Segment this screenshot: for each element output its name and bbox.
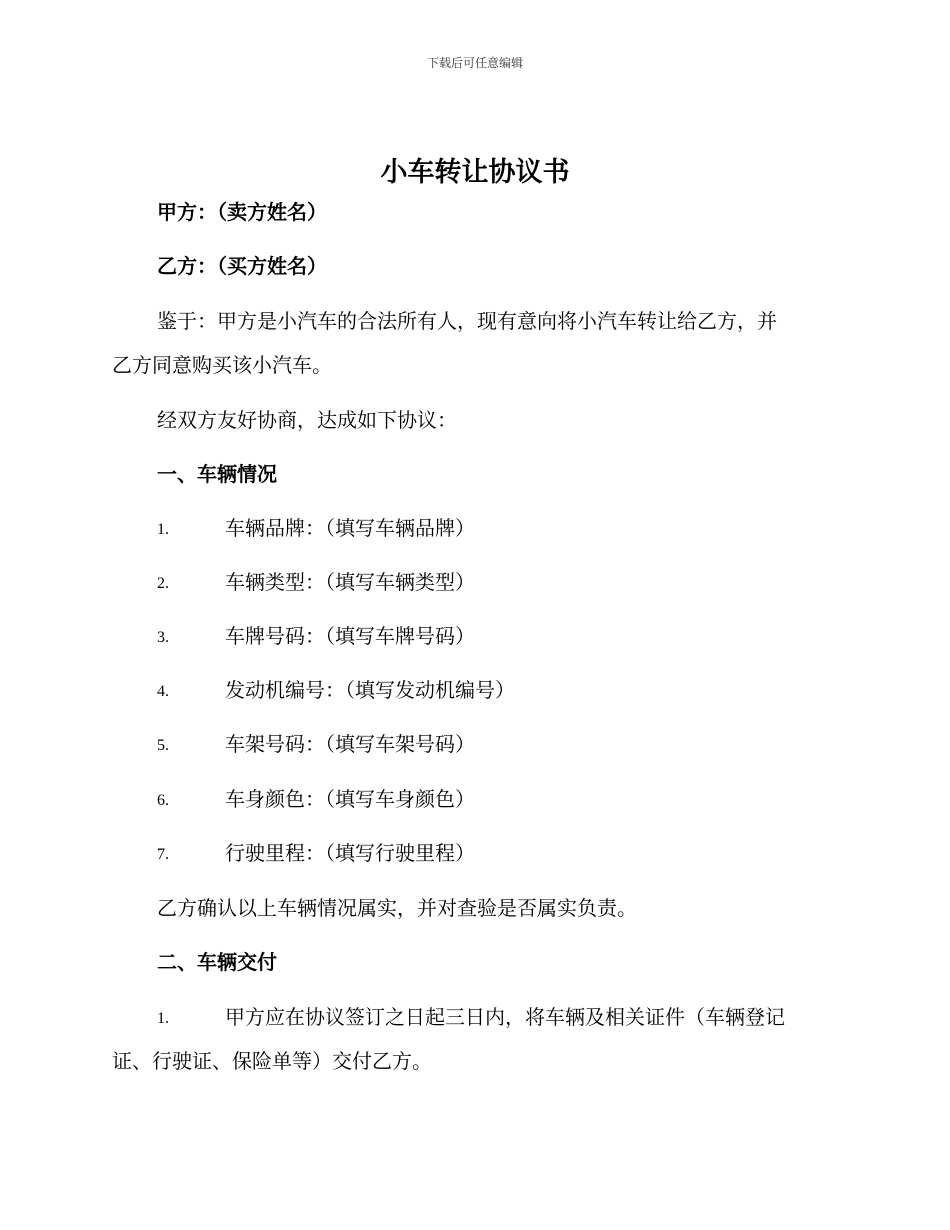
delivery-clause-line-2: 证、行驶证、保险单等）交付乙方。 bbox=[112, 1049, 432, 1073]
item-number: 3. bbox=[157, 629, 169, 646]
frame-number-item: 车架号码：（填写车架号码） bbox=[225, 732, 475, 756]
item-number: 4. bbox=[157, 683, 169, 700]
body-color-item: 车身颜色：（填写车身颜色） bbox=[225, 787, 475, 811]
item-number: 6. bbox=[157, 792, 169, 809]
item-number: 5. bbox=[157, 737, 169, 754]
section-2-heading: 二、车辆交付 bbox=[157, 950, 277, 974]
whereas-line-2: 乙方同意购买该小汽车。 bbox=[112, 353, 332, 377]
vehicle-brand-item: 车辆品牌：（填写车辆品牌） bbox=[225, 516, 475, 540]
item-number: 7. bbox=[157, 846, 169, 863]
item-number: 1. bbox=[157, 1010, 169, 1027]
document-title: 小车转让协议书 bbox=[380, 157, 570, 188]
plate-number-item: 车牌号码：（填写车牌号码） bbox=[225, 624, 475, 648]
header-note: 下载后可任意编辑 bbox=[426, 56, 523, 70]
whereas-line-1: 鉴于：甲方是小汽车的合法所有人，现有意向将小汽车转让给乙方，并 bbox=[157, 309, 777, 333]
section-1-heading: 一、车辆情况 bbox=[157, 462, 277, 486]
delivery-clause-line-1: 甲方应在协议签订之日起三日内，将车辆及相关证件（车辆登记 bbox=[225, 1005, 785, 1029]
engine-number-item: 发动机编号：（填写发动机编号） bbox=[225, 678, 515, 702]
vehicle-type-item: 车辆类型：（填写车辆类型） bbox=[225, 570, 475, 594]
item-number: 1. bbox=[157, 521, 169, 538]
agreement-intro: 经双方友好协商，达成如下协议： bbox=[157, 408, 457, 432]
confirmation-text: 乙方确认以上车辆情况属实，并对查验是否属实负责。 bbox=[157, 896, 637, 920]
item-number: 2. bbox=[157, 575, 169, 592]
party-b-line: 乙方：（买方姓名） bbox=[157, 254, 327, 278]
party-a-line: 甲方：（卖方姓名） bbox=[157, 200, 327, 224]
mileage-item: 行驶里程：（填写行驶里程） bbox=[225, 841, 475, 865]
